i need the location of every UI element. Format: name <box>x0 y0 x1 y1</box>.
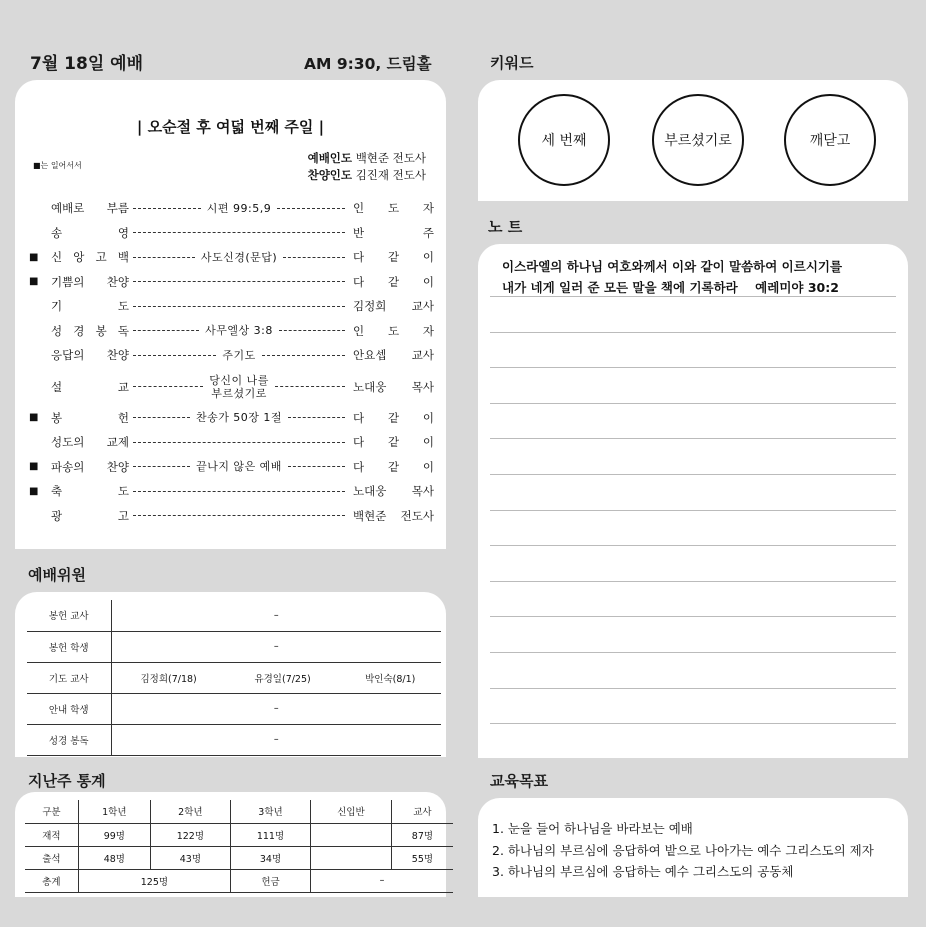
keywords-panel <box>478 80 908 201</box>
dashed-leader <box>277 208 345 209</box>
order-of-service-panel <box>15 80 446 549</box>
stats-cell <box>311 846 392 869</box>
time-place: AM 9:30, 드림홀 <box>304 55 432 73</box>
service-item-by <box>353 323 434 339</box>
service-item-by-text: 인 도 자 <box>353 201 434 216</box>
service-item-name-text: 응답의 찬양 <box>51 348 129 363</box>
committee-row <box>27 662 441 693</box>
committee-row <box>27 693 441 724</box>
dashed-leader <box>288 466 345 467</box>
note-line <box>490 545 896 546</box>
service-item-by <box>353 483 434 499</box>
service-row <box>29 343 434 368</box>
service-item-name <box>51 483 129 499</box>
service-item-content <box>133 460 345 473</box>
verse-line-1: 이스라엘의 하나님 여호와께서 이와 같이 말씀하여 이르시기를 <box>502 259 843 274</box>
worship-leader: 백현준 전도사 <box>355 151 426 165</box>
dashed-leader <box>133 306 345 307</box>
service-item-content <box>133 324 345 337</box>
stats-total-value: 125명 <box>78 869 230 892</box>
verse-line-2: 내가 네게 일러 준 모든 말을 책에 기록하라 <box>502 280 738 295</box>
stats-header-cell: 신입반 <box>311 800 392 823</box>
stats-cell: 122명 <box>150 823 230 846</box>
note-line <box>490 652 896 653</box>
leaders <box>308 150 426 184</box>
service-row <box>29 221 434 246</box>
service-row <box>29 504 434 529</box>
dashed-leader <box>133 232 345 233</box>
note-line <box>490 474 896 475</box>
committee-member: 김정희(7/18) <box>111 662 226 693</box>
goal-item-3: 3. 하나님의 부르심에 응답하는 예수 그리스도의 공동체 <box>492 864 794 879</box>
goals-list <box>492 818 874 883</box>
stats-offering-value: – <box>311 869 453 892</box>
dashed-leader <box>288 417 345 418</box>
service-row <box>29 430 434 455</box>
service-item-detail <box>216 349 261 362</box>
service-row <box>29 455 434 480</box>
committee-role: 성경 봉독 <box>27 724 111 755</box>
stats-header-cell: 2학년 <box>150 800 230 823</box>
stats-panel <box>15 792 446 897</box>
service-item-content <box>133 411 345 424</box>
service-item-by-text: 다 같 이 <box>353 435 434 450</box>
service-item-by-text: 백현준 전도사 <box>353 508 434 523</box>
service-item-detail <box>190 460 288 473</box>
stats-table <box>25 800 453 893</box>
service-item-by-text: 다 같 이 <box>353 410 434 425</box>
service-row <box>29 479 434 504</box>
service-row <box>29 294 434 319</box>
service-row <box>29 368 434 406</box>
committee-member: – <box>111 693 441 724</box>
service-item-by-text: 노대웅 목사 <box>353 379 434 394</box>
service-item-name <box>51 508 129 524</box>
service-item-detail-line: 부르셨기로 <box>211 386 267 400</box>
dashed-leader <box>133 281 345 282</box>
standing-mark: ■ <box>29 251 39 263</box>
keyword-2: 부르셨기로 <box>664 133 732 149</box>
committee-heading: 예배위원 <box>28 566 86 584</box>
service-row <box>29 270 434 295</box>
service-item-name <box>51 249 129 265</box>
note-line <box>490 581 896 582</box>
note-line <box>490 367 896 368</box>
service-item-name-text: 기 도 <box>51 299 129 314</box>
service-item-content <box>133 251 345 264</box>
service-item-name <box>51 347 129 363</box>
service-item-by-text: 반 주 <box>353 225 434 240</box>
committee-row <box>27 600 441 631</box>
service-item-by <box>353 508 434 524</box>
note-line <box>490 510 896 511</box>
keyword-3: 깨닫고 <box>809 133 851 149</box>
committee-panel <box>15 592 446 757</box>
service-item-detail <box>195 251 283 264</box>
service-item-detail <box>190 411 288 424</box>
stats-header-cell: 교사 <box>391 800 453 823</box>
dashed-leader <box>262 355 345 356</box>
praise-leader: 김진재 전도사 <box>355 168 426 182</box>
standing-note: ■는 일어서서 <box>33 161 82 170</box>
dashed-leader <box>133 491 345 492</box>
service-item-content <box>133 442 345 443</box>
service-item-by <box>353 274 434 290</box>
notes-panel <box>478 244 908 758</box>
scripture-verse <box>502 256 842 298</box>
note-line <box>490 438 896 439</box>
service-item-by-text: 김정희 교사 <box>353 299 434 314</box>
service-item-name <box>51 298 129 314</box>
keyword-1: 세 번째 <box>541 133 587 149</box>
committee-member: 유경일(7/25) <box>226 662 340 693</box>
stats-cell: 출석 <box>25 846 78 869</box>
keyword-circle-3 <box>784 94 876 186</box>
dashed-leader <box>133 466 190 467</box>
service-row <box>29 245 434 270</box>
note-line <box>490 332 896 333</box>
service-item-content <box>133 202 345 215</box>
service-item-detail <box>199 324 279 337</box>
service-item-detail-line: 찬송가 50장 1절 <box>195 411 283 425</box>
service-title: | 오순절 후 여덟 번째 주일 | <box>136 118 325 136</box>
stats-header-cell: 1학년 <box>78 800 150 823</box>
service-item-name-text: 성 경 봉 독 <box>51 323 129 338</box>
service-item-name <box>51 379 129 395</box>
note-line <box>490 296 896 297</box>
service-item-content <box>133 491 345 492</box>
stats-row <box>25 846 453 869</box>
keywords-heading: 키워드 <box>490 54 534 72</box>
dashed-leader <box>133 515 345 516</box>
standing-mark: ■ <box>29 485 39 497</box>
service-row <box>29 319 434 344</box>
standing-mark: ■ <box>29 276 39 288</box>
service-item-by-text: 다 같 이 <box>353 459 434 474</box>
service-row <box>29 406 434 431</box>
service-item-detail-line: 끝나지 않은 예배 <box>196 460 282 474</box>
service-item-content <box>133 374 345 400</box>
committee-member: – <box>111 600 441 631</box>
committee-member: – <box>111 631 441 662</box>
service-item-detail-line: 주기도 <box>222 348 256 362</box>
service-order-list <box>29 196 434 528</box>
service-item-by <box>353 434 434 450</box>
service-item-name <box>51 200 129 216</box>
stats-total-label: 총계 <box>25 869 78 892</box>
committee-role: 봉헌 학생 <box>27 631 111 662</box>
committee-member: – <box>111 724 441 755</box>
dashed-leader <box>133 330 199 331</box>
dashed-leader <box>133 355 216 356</box>
service-item-by <box>353 410 434 426</box>
service-item-detail <box>201 202 277 215</box>
committee-role: 봉헌 교사 <box>27 600 111 631</box>
service-item-content <box>133 515 345 516</box>
service-item-content <box>133 281 345 282</box>
verse-reference: 예레미야 30:2 <box>755 280 839 295</box>
service-item-by-text: 다 같 이 <box>353 274 434 289</box>
dashed-leader <box>283 257 345 258</box>
service-item-by-text: 인 도 자 <box>353 323 434 338</box>
stats-header-cell: 구분 <box>25 800 78 823</box>
goal-item-1: 1. 눈을 들어 하나님을 바라보는 예배 <box>492 821 693 836</box>
service-item-by <box>353 298 434 314</box>
service-item-name-text: 파송의 찬양 <box>51 459 129 474</box>
stats-cell: 43명 <box>150 846 230 869</box>
service-item-by-text: 다 같 이 <box>353 250 434 265</box>
service-row <box>29 196 434 221</box>
committee-table <box>27 600 441 756</box>
committee-role: 안내 학생 <box>27 693 111 724</box>
stats-cell: 48명 <box>78 846 150 869</box>
service-item-name-text: 송 영 <box>51 225 129 240</box>
stats-offering-label: 헌금 <box>230 869 310 892</box>
dashed-leader <box>133 257 195 258</box>
service-item-by <box>353 347 434 363</box>
praise-leader-label: 찬양인도 <box>307 168 353 182</box>
stats-cell: 재적 <box>25 823 78 846</box>
note-line <box>490 616 896 617</box>
stats-row <box>25 823 453 846</box>
service-item-by <box>353 379 434 395</box>
stats-header-row <box>25 800 453 823</box>
service-item-name-text: 성도의 교제 <box>51 435 129 450</box>
service-item-name <box>51 410 129 426</box>
worship-leader-label: 예배인도 <box>307 151 353 165</box>
note-line <box>490 403 896 404</box>
dashed-leader <box>133 208 201 209</box>
service-item-name <box>51 459 129 475</box>
service-item-name-text: 축 도 <box>51 484 129 499</box>
service-item-content <box>133 349 345 362</box>
note-line <box>490 723 896 724</box>
stats-total-row <box>25 869 453 892</box>
note-line <box>490 688 896 689</box>
keyword-circle-2 <box>652 94 744 186</box>
committee-member: 박인숙(8/1) <box>339 662 441 693</box>
committee-row <box>27 631 441 662</box>
service-item-detail-line: 사도신경(문답) <box>200 250 278 264</box>
committee-row <box>27 724 441 755</box>
service-item-by-text: 안요셉 교사 <box>353 348 434 363</box>
standing-mark: ■ <box>29 461 39 473</box>
service-item-name-text: 봉 헌 <box>51 410 129 425</box>
service-item-name <box>51 434 129 450</box>
service-item-name <box>51 323 129 339</box>
service-item-detail-line: 당신이 나를 <box>209 373 269 387</box>
stats-heading: 지난주 통계 <box>28 772 106 790</box>
service-item-detail <box>203 374 275 400</box>
goal-item-2: 2. 하나님의 부르심에 응답하여 밭으로 나아가는 예수 그리스도의 제자 <box>492 842 874 858</box>
stats-cell: 55명 <box>391 846 453 869</box>
dashed-leader <box>133 386 203 387</box>
service-item-by <box>353 200 434 216</box>
dashed-leader <box>275 386 345 387</box>
stats-cell: 87명 <box>391 823 453 846</box>
notes-heading: 노 트 <box>488 218 523 236</box>
dashed-leader <box>133 442 345 443</box>
service-item-detail-line: 시편 99:5,9 <box>206 201 272 215</box>
stats-cell: 34명 <box>230 846 310 869</box>
service-item-name-text: 광 고 <box>51 508 129 523</box>
service-item-name <box>51 274 129 290</box>
keyword-circle-1 <box>518 94 610 186</box>
service-item-by <box>353 225 434 241</box>
goals-panel <box>478 798 908 897</box>
stats-header-cell: 3학년 <box>230 800 310 823</box>
dashed-leader <box>279 330 345 331</box>
dashed-leader <box>133 417 190 418</box>
service-item-detail-line: 사무엘상 3:8 <box>205 324 273 338</box>
stats-cell: 111명 <box>230 823 310 846</box>
service-item-by <box>353 459 434 475</box>
standing-mark: ■ <box>29 412 39 424</box>
service-item-by-text: 노대웅 목사 <box>353 484 434 499</box>
service-item-content <box>133 232 345 233</box>
date-heading: 7월 18일 예배 <box>30 54 144 74</box>
committee-role: 기도 교사 <box>27 662 111 693</box>
service-item-by <box>353 249 434 265</box>
service-item-content <box>133 306 345 307</box>
service-item-name <box>51 225 129 241</box>
stats-cell <box>311 823 392 846</box>
service-item-name-text: 설 교 <box>51 379 129 394</box>
goals-heading: 교육목표 <box>490 772 548 790</box>
service-item-name-text: 신 앙 고 백 <box>51 250 129 265</box>
stats-cell: 99명 <box>78 823 150 846</box>
service-item-name-text: 기쁨의 찬양 <box>51 274 129 289</box>
service-item-name-text: 예배로 부름 <box>51 201 129 216</box>
